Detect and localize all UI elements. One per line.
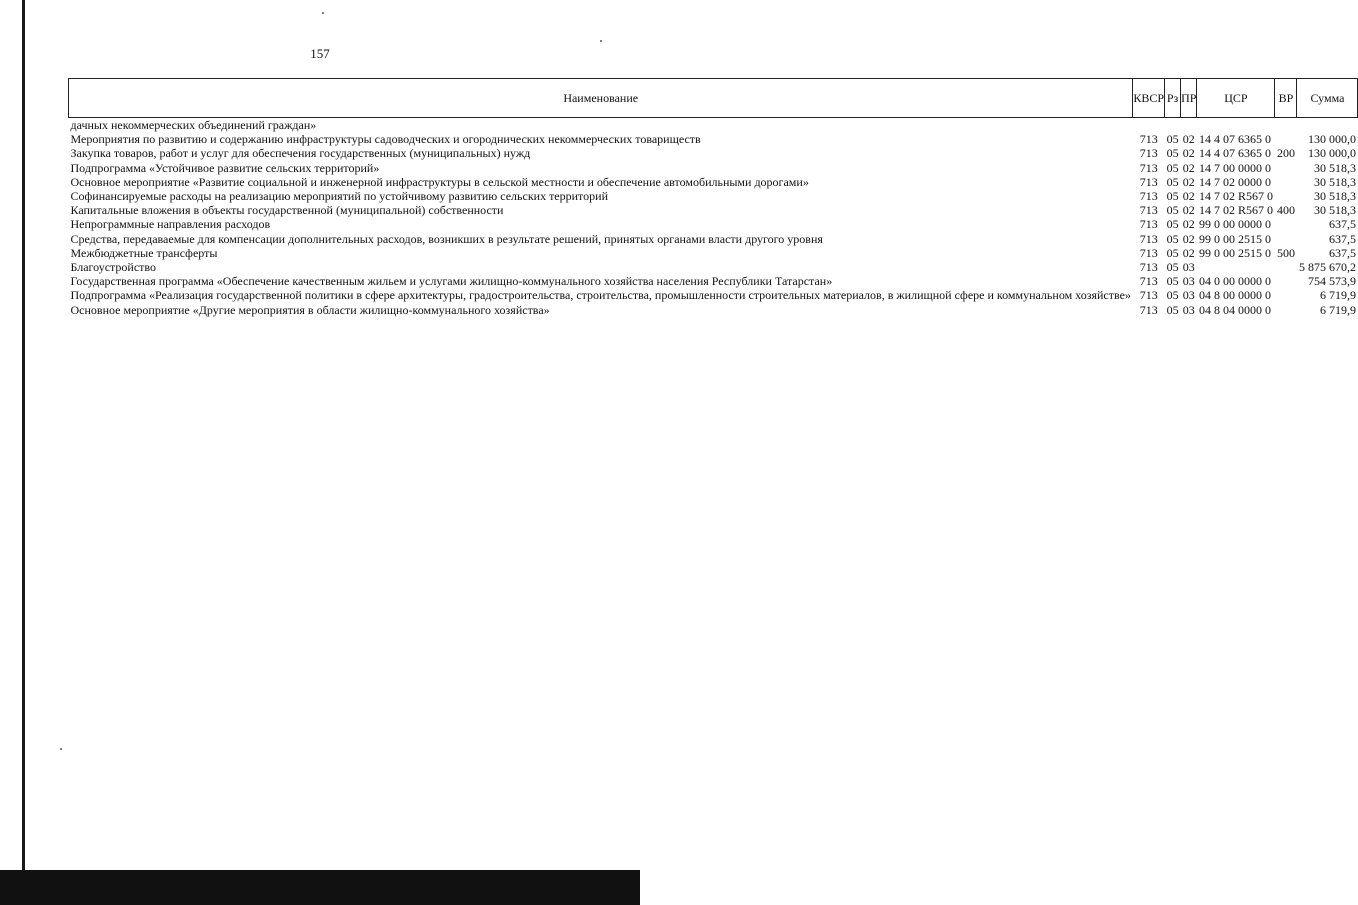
cell-pr: 03 [1182, 274, 1195, 289]
cell-vr [1275, 288, 1297, 302]
cell-pr: 03 [1182, 260, 1195, 275]
cell-vr [1275, 217, 1297, 231]
cell-kvsr [1133, 118, 1165, 133]
cell-sum: 130 000,0 [1307, 132, 1356, 147]
cell-csr: 99 0 00 2515 0 [1198, 245, 1271, 260]
cell-kvsr: 713 [1139, 260, 1158, 275]
cell-kvsr: 713 [1139, 302, 1158, 317]
cell-csr: 04 8 00 0000 0 [1198, 288, 1271, 303]
budget-table [68, 78, 1358, 317]
cell-name: Основное мероприятие «Другие мероприятия в области жилищно-коммунального хозяйства» [70, 302, 550, 317]
table-row [69, 303, 1358, 317]
cell-sum: 637,5 [1328, 217, 1356, 232]
cell-sum: 30 518,3 [1313, 203, 1356, 218]
cell-vr: 500 [1276, 245, 1295, 260]
cell-vr [1275, 260, 1297, 274]
header-name: Наименование [69, 79, 1133, 118]
cell-rz: 05 [1166, 146, 1179, 161]
cell-sum: 30 518,3 [1313, 189, 1356, 204]
cell-sum: 30 518,3 [1313, 160, 1356, 175]
cell-pr: 02 [1182, 146, 1195, 161]
cell-name: Благоустройство [70, 260, 157, 275]
cell-vr [1275, 303, 1297, 317]
cell-rz: 05 [1166, 231, 1179, 246]
table-row [69, 189, 1358, 203]
cell-csr: 14 7 02 R567 0 [1198, 189, 1273, 204]
cell-vr [1275, 132, 1297, 146]
cell-kvsr: 713 [1139, 288, 1158, 303]
cell-rz: 05 [1166, 203, 1179, 218]
table-row [69, 260, 1358, 274]
cell-kvsr: 713 [1139, 203, 1158, 218]
cell-csr: 14 7 02 R567 0 [1198, 203, 1273, 218]
cell-sum: 754 573,9 [1307, 274, 1356, 289]
cell-kvsr: 713 [1139, 245, 1158, 260]
cell-sum: 30 518,3 [1313, 174, 1356, 189]
cell-pr [1181, 118, 1197, 133]
cell-csr [1197, 260, 1275, 274]
cell-sum: 637,5 [1328, 231, 1356, 246]
header-csr: ЦСР [1197, 79, 1275, 118]
cell-csr: 04 8 04 0000 0 [1198, 302, 1271, 317]
cell-pr: 02 [1182, 203, 1195, 218]
header-vr: ВР [1275, 79, 1297, 118]
cell-kvsr: 713 [1139, 274, 1158, 289]
cell-vr: 400 [1276, 203, 1295, 218]
cell-name: Капитальные вложения в объекты государственной (муниципальной) собственности [70, 203, 504, 218]
cell-pr: 02 [1182, 217, 1195, 232]
scan-left-border [22, 0, 25, 872]
cell-sum: 5 875 670,2 [1298, 260, 1356, 275]
cell-csr [1197, 118, 1275, 133]
cell-rz: 05 [1166, 260, 1179, 275]
table-row [69, 288, 1358, 302]
cell-name: Закупка товаров, работ и услуг для обеспечения государственных (муниципальных) нужд [70, 146, 531, 161]
cell-kvsr: 713 [1139, 146, 1158, 161]
cell-pr: 03 [1182, 302, 1195, 317]
cell-name: дачных некоммерческих объединений граждан» [70, 118, 317, 132]
cell-pr: 02 [1182, 189, 1195, 204]
cell-vr [1275, 175, 1297, 189]
cell-vr [1275, 118, 1297, 133]
cell-csr: 99 0 00 2515 0 [1198, 231, 1271, 246]
cell-pr: 02 [1182, 245, 1195, 260]
table-row [69, 203, 1358, 217]
cell-name: Софинансируемые расходы на реализацию мероприятий по устойчивому развитию сельских территорий [70, 189, 608, 204]
cell-rz: 05 [1166, 288, 1179, 303]
table-header-row [69, 79, 1358, 118]
cell-sum [1297, 118, 1358, 133]
cell-vr [1275, 274, 1297, 288]
cell-rz: 05 [1166, 189, 1179, 204]
table-row [69, 246, 1358, 260]
cell-kvsr: 713 [1139, 231, 1158, 246]
cell-sum: 6 719,9 [1319, 288, 1356, 303]
cell-sum: 6 719,9 [1319, 302, 1356, 317]
cell-name: Подпрограмма «Реализация государственной политики в сфере архитектуры, градостроительства, строительства, промышленности строительных материалов, в жилищной сфере и коммунальном хозяйстве» [70, 288, 1131, 303]
cell-rz: 05 [1166, 274, 1179, 289]
cell-vr: 200 [1276, 146, 1295, 161]
table-row [69, 274, 1358, 288]
cell-name: Средства, передаваемые для компенсации дополнительных расходов, возникших в результате решений, принятых органами власти другого уровня [70, 231, 823, 246]
cell-vr [1275, 189, 1297, 203]
cell-name: Мероприятия по развитию и содержанию инфраструктуры садоводческих и огороднических некоммерческих товариществ [70, 132, 701, 147]
cell-pr: 03 [1182, 288, 1195, 303]
table-row [69, 161, 1358, 175]
header-pr: ПР [1181, 79, 1197, 118]
scan-speck [322, 12, 324, 14]
cell-sum: 130 000,0 [1307, 146, 1356, 161]
cell-rz: 05 [1166, 217, 1179, 232]
cell-kvsr: 713 [1139, 132, 1158, 147]
cell-rz [1165, 118, 1181, 133]
cell-rz: 05 [1166, 302, 1179, 317]
cell-name: Непрограммные направления расходов [70, 217, 271, 232]
scan-speck [600, 40, 602, 42]
cell-rz: 05 [1166, 245, 1179, 260]
header-rz: Рз [1165, 79, 1181, 118]
cell-rz: 05 [1166, 174, 1179, 189]
cell-kvsr: 713 [1139, 174, 1158, 189]
cell-csr: 99 0 00 0000 0 [1198, 217, 1271, 232]
cell-rz: 05 [1166, 132, 1179, 147]
table-row [69, 217, 1358, 231]
table-row [69, 118, 1358, 133]
scan-bottom-border [0, 870, 640, 905]
scan-speck [60, 748, 62, 750]
cell-name: Государственная программа «Обеспечение качественным жильем и услугами жилищно-коммунального хозяйства населения Республики Татарстан» [70, 274, 833, 289]
table-row [69, 132, 1358, 146]
cell-kvsr: 713 [1139, 160, 1158, 175]
page-number: 157 [310, 46, 330, 61]
cell-name: Подпрограмма «Устойчивое развитие сельских территорий» [70, 160, 380, 175]
header-sum: Сумма [1297, 79, 1358, 118]
cell-pr: 02 [1182, 174, 1195, 189]
table-row [69, 232, 1358, 246]
cell-sum: 637,5 [1328, 245, 1356, 260]
cell-csr: 14 7 02 0000 0 [1198, 174, 1271, 189]
cell-kvsr: 713 [1139, 189, 1158, 204]
cell-pr: 02 [1182, 231, 1195, 246]
cell-name: Межбюджетные трансферты [70, 245, 218, 260]
header-kvsr: КВСР [1133, 79, 1165, 118]
cell-csr: 14 4 07 6365 0 [1198, 146, 1271, 161]
cell-csr: 14 4 07 6365 0 [1198, 132, 1271, 147]
table-row [69, 146, 1358, 160]
cell-rz: 05 [1166, 160, 1179, 175]
cell-name: Основное мероприятие «Развитие социальной и инженерной инфраструктуры в сельской местности и обеспечение автомобильными дорогами» [70, 174, 809, 189]
cell-kvsr: 713 [1139, 217, 1158, 232]
cell-vr [1275, 161, 1297, 175]
cell-vr [1275, 232, 1297, 246]
cell-csr: 14 7 00 0000 0 [1198, 160, 1271, 175]
cell-csr: 04 0 00 0000 0 [1198, 274, 1271, 289]
cell-pr: 02 [1182, 160, 1195, 175]
cell-pr: 02 [1182, 132, 1195, 147]
table-row [69, 175, 1358, 189]
